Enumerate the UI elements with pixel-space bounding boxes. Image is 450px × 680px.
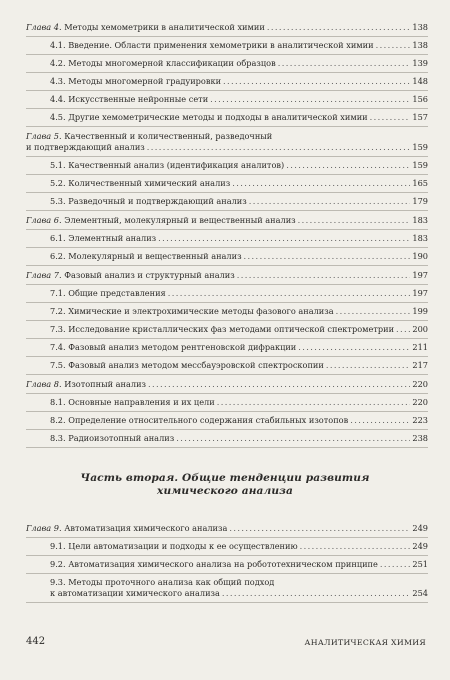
dot-leader (249, 196, 411, 207)
chapter-label: Глава 5. (26, 131, 62, 141)
entry-title: 7.1. Общие представления (50, 288, 166, 298)
toc-section-entry (26, 58, 428, 73)
entry-title: 7.2. Химические и электрохимические методы фазового анализа (50, 306, 334, 316)
page-ref: 211 (412, 342, 428, 352)
toc-section-entry (26, 76, 428, 91)
toc-section-entry (26, 112, 428, 127)
entry-title: 9.2. Автоматизация химического анализа на робототехническом принципе (50, 559, 378, 569)
toc-section-entry (26, 324, 428, 339)
toc-section-entry (26, 40, 428, 55)
dot-leader (222, 588, 410, 599)
page-ref: 254 (412, 588, 428, 598)
dot-leader (286, 160, 410, 171)
entry-title: Методы хемометрики в аналитической химии (64, 22, 265, 32)
entry-title: 6.2. Молекулярный и вещественный анализ (50, 251, 242, 261)
chapter-label: Глава 7. (26, 270, 62, 280)
entry-title-continued: к автоматизации химического анализа (50, 588, 220, 598)
page-ref: 220 (412, 397, 428, 407)
toc-section-entry (26, 288, 428, 303)
dot-leader (267, 22, 411, 33)
entry-title: 4.4. Искусственные нейронные сети (50, 94, 209, 104)
chapter-label: Глава 6. (26, 215, 62, 225)
page-ref: 238 (412, 433, 428, 443)
dot-leader (350, 415, 410, 426)
page-ref: 183 (412, 233, 428, 243)
entry-title: 4.2. Методы многомерной классификации образцов (50, 58, 276, 68)
toc-section-entry (26, 94, 428, 109)
entry-title: 4.3. Методы многомерной градуировки (50, 76, 222, 86)
dot-leader (168, 288, 411, 299)
page-ref: 249 (412, 541, 428, 551)
toc-section-entry (26, 233, 428, 248)
dot-leader (147, 142, 411, 153)
dot-leader (380, 559, 411, 570)
toc-chapter-entry (26, 215, 428, 230)
table-of-contents (26, 22, 428, 451)
dot-leader (217, 397, 411, 408)
part-heading (0, 472, 450, 498)
page-ref: 159 (412, 142, 428, 152)
entry-title: Изотопный анализ (64, 379, 147, 389)
entry-title: 7.3. Исследование кристаллических фаз методами оптической спектрометрии (50, 324, 395, 334)
toc-section-entry (26, 342, 428, 357)
toc-section-entry (26, 577, 428, 603)
dot-leader (237, 270, 411, 281)
dot-leader (396, 324, 410, 335)
dot-leader (278, 58, 411, 69)
chapter-label: Глава 4. (26, 22, 62, 32)
dot-leader (244, 251, 411, 262)
dot-leader (210, 94, 410, 105)
entry-title: 5.3. Разведочный и подтверждающий анализ (50, 196, 247, 206)
toc-section-entry (26, 360, 428, 375)
dot-leader (336, 306, 411, 317)
page-ref: 249 (412, 523, 428, 533)
entry-title: 5.2. Количественный химический анализ (50, 178, 231, 188)
page-number: 442 (26, 636, 46, 647)
toc-section-entry (26, 397, 428, 412)
entry-title: 8.3. Радиоизотопный анализ (50, 433, 175, 443)
toc-section-entry (26, 433, 428, 448)
page-ref: 157 (412, 112, 428, 122)
page-ref: 251 (412, 559, 428, 569)
dot-leader (370, 112, 411, 123)
entry-title: 4.5. Другие хемометрические методы и подходы в аналитической химии (50, 112, 368, 122)
toc-section-entry (26, 251, 428, 266)
dot-leader (158, 233, 410, 244)
entry-title: Автоматизация химического анализа (64, 523, 228, 533)
toc-section-entry (26, 541, 428, 556)
entry-title: 7.5. Фазовый анализ методом мессбауэровской спектроскопии (50, 360, 324, 370)
page-ref: 165 (412, 178, 428, 188)
page-ref: 197 (412, 270, 428, 280)
dot-leader (298, 342, 410, 353)
dot-leader (326, 360, 411, 371)
dot-leader (176, 433, 410, 444)
dot-leader (300, 541, 411, 552)
entry-title: 4.1. Введение. Области применения хемометрики в аналитической химии (50, 40, 374, 50)
toc-section-entry (26, 178, 428, 193)
page-ref: 156 (412, 94, 428, 104)
dot-leader (229, 523, 410, 534)
entry-title: Элементный, молекулярный и вещественный анализ (64, 215, 296, 225)
dot-leader (148, 379, 410, 390)
dot-leader (376, 40, 411, 51)
entry-title: 9.3. Методы проточного анализа как общий подход (50, 577, 275, 587)
toc-section-entry (26, 559, 428, 574)
entry-title: 8.1. Основные направления и их цели (50, 397, 215, 407)
toc-chapter-entry (26, 523, 428, 538)
running-title: АНАЛИТИЧЕСКАЯ ХИМИЯ (304, 638, 426, 647)
page-ref: 220 (412, 379, 428, 389)
toc-chapter-entry (26, 22, 428, 37)
page-ref: 197 (412, 288, 428, 298)
page-ref: 138 (412, 22, 428, 32)
entry-title: Качественный и количественный, разведочный (64, 131, 273, 141)
page-ref: 139 (412, 58, 428, 68)
toc-section-entry (26, 196, 428, 211)
toc-section-entry (26, 306, 428, 321)
table-of-contents-part-2 (26, 523, 428, 606)
chapter-label: Глава 8. (26, 379, 62, 389)
entry-title: 8.2. Определение относительного содержания стабильных изотопов (50, 415, 349, 425)
entry-title: 5.1. Качественный анализ (идентификация аналитов) (50, 160, 285, 170)
page-ref: 223 (412, 415, 428, 425)
entry-title: 6.1. Элементный анализ (50, 233, 157, 243)
page-ref: 200 (412, 324, 428, 334)
dot-leader (223, 76, 410, 87)
page-ref: 183 (412, 215, 428, 225)
toc-section-entry (26, 160, 428, 175)
entry-title-continued: и подтверждающий анализ (26, 142, 145, 152)
page-ref: 190 (412, 251, 428, 261)
page-ref: 148 (412, 76, 428, 86)
chapter-label: Глава 9. (26, 523, 62, 533)
page-ref: 199 (412, 306, 428, 316)
part-heading-line-2: химического анализа (157, 485, 293, 497)
page-ref: 179 (412, 196, 428, 206)
dot-leader (232, 178, 410, 189)
entry-title: 7.4. Фазовый анализ методом рентгеновской дифракции (50, 342, 297, 352)
page-ref: 217 (412, 360, 428, 370)
toc-chapter-entry (26, 270, 428, 285)
page-ref: 159 (412, 160, 428, 170)
dot-leader (298, 215, 411, 226)
toc-chapter-entry (26, 379, 428, 394)
toc-section-entry (26, 415, 428, 430)
entry-title: Фазовый анализ и структурный анализ (64, 270, 235, 280)
entry-title: 9.1. Цели автоматизации и подходы к ее осуществлению (50, 541, 298, 551)
page-ref: 138 (412, 40, 428, 50)
part-heading-line-1: Часть вторая. Общие тенденции развития (80, 472, 370, 484)
toc-chapter-entry (26, 131, 428, 157)
